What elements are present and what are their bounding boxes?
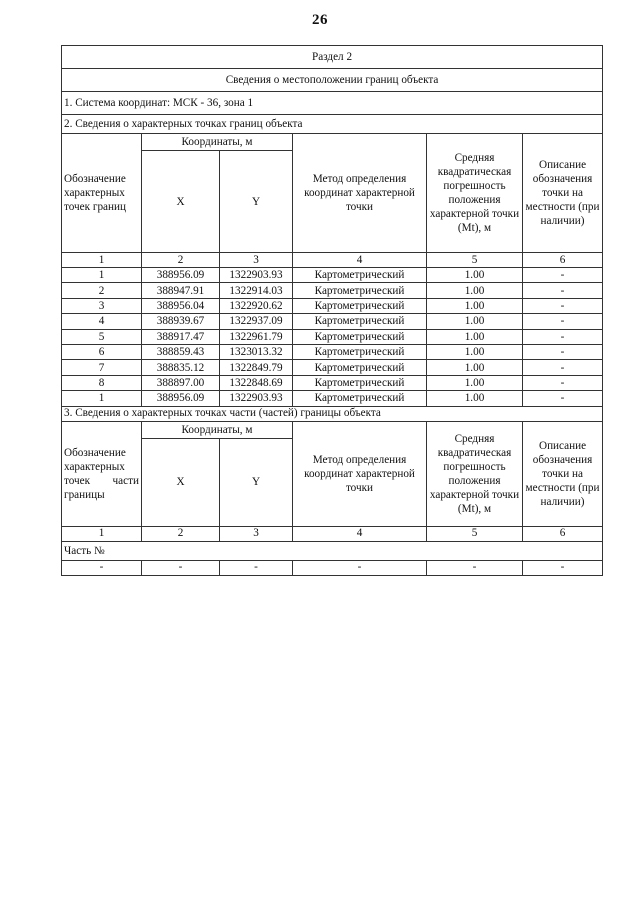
part-cell: - <box>142 560 220 575</box>
coordinates-header: Координаты, м <box>142 134 293 151</box>
coordinate-system: 1. Система координат: МСК - 36, зона 1 <box>62 92 603 115</box>
table-row <box>62 268 603 283</box>
point-y: 1322961.79 <box>220 329 293 344</box>
point-y: 1323013.32 <box>220 344 293 359</box>
point-description: - <box>523 268 603 283</box>
point-method: Картометрический <box>293 283 427 298</box>
point-y: 1322920.62 <box>220 298 293 313</box>
column-number: 2 <box>142 526 220 541</box>
table-row <box>62 360 603 375</box>
point-id: 7 <box>62 360 142 375</box>
part-accuracy-header: Средняя квадратическая погрешность положения характерной точки (Mt), м <box>427 421 523 526</box>
point-y: 1322903.93 <box>220 268 293 283</box>
point-accuracy: 1.00 <box>427 391 523 406</box>
parts-heading: 3. Сведения о характерных точках части (частей) границы объекта <box>62 406 603 421</box>
column-number: 2 <box>142 253 220 268</box>
point-y: 1322849.79 <box>220 360 293 375</box>
table-row <box>62 329 603 344</box>
table-row <box>62 314 603 329</box>
point-description: - <box>523 283 603 298</box>
point-x: 388917.47 <box>142 329 220 344</box>
x-header: X <box>142 151 220 253</box>
section-title: Раздел 2 <box>62 46 603 69</box>
description-header: Описание обозначения точки на местности (при наличии) <box>523 134 603 253</box>
point-x: 388956.09 <box>142 391 220 406</box>
table-row <box>62 344 603 359</box>
point-method: Картометрический <box>293 268 427 283</box>
point-method: Картометрический <box>293 391 427 406</box>
point-accuracy: 1.00 <box>427 375 523 390</box>
point-x: 388956.04 <box>142 298 220 313</box>
column-number: 6 <box>523 526 603 541</box>
point-description: - <box>523 344 603 359</box>
point-x: 388956.09 <box>142 268 220 283</box>
page-number: 26 <box>312 12 328 28</box>
point-x: 388947.91 <box>142 283 220 298</box>
point-id: 6 <box>62 344 142 359</box>
point-x: 388939.67 <box>142 314 220 329</box>
part-cell: - <box>293 560 427 575</box>
part-cell: - <box>427 560 523 575</box>
method-header: Метод определения координат характерной точки <box>293 134 427 253</box>
point-accuracy: 1.00 <box>427 344 523 359</box>
point-label-header: Обозначение характерных точек границ <box>62 134 142 253</box>
column-number: 3 <box>220 526 293 541</box>
point-method: Картометрический <box>293 329 427 344</box>
point-id: 8 <box>62 375 142 390</box>
point-accuracy: 1.00 <box>427 268 523 283</box>
part-description-header: Описание обозначения точки на местности (при наличии) <box>523 421 603 526</box>
table-row <box>62 391 603 406</box>
point-y: 1322848.69 <box>220 375 293 390</box>
part-cell: - <box>62 560 142 575</box>
point-method: Картометрический <box>293 360 427 375</box>
part-coordinates-header: Координаты, м <box>142 421 293 438</box>
table-row <box>62 298 603 313</box>
point-accuracy: 1.00 <box>427 329 523 344</box>
y-header: Y <box>220 151 293 253</box>
point-id: 1 <box>62 268 142 283</box>
point-accuracy: 1.00 <box>427 283 523 298</box>
part-point-label-header: Обозначение характерных точек части границы <box>62 421 142 526</box>
point-id: 4 <box>62 314 142 329</box>
part-cell: - <box>523 560 603 575</box>
point-accuracy: 1.00 <box>427 298 523 313</box>
point-description: - <box>523 360 603 375</box>
point-y: 1322937.09 <box>220 314 293 329</box>
boundary-document-table <box>61 45 603 576</box>
column-number: 1 <box>62 253 142 268</box>
part-column-numbers-row <box>62 526 603 541</box>
column-number: 1 <box>62 526 142 541</box>
part-method-header: Метод определения координат характерной точки <box>293 421 427 526</box>
point-id: 2 <box>62 283 142 298</box>
point-method: Картометрический <box>293 298 427 313</box>
point-accuracy: 1.00 <box>427 314 523 329</box>
part-y-header: Y <box>220 438 293 526</box>
point-y: 1322903.93 <box>220 391 293 406</box>
point-method: Картометрический <box>293 375 427 390</box>
point-x: 388835.12 <box>142 360 220 375</box>
column-number: 4 <box>293 253 427 268</box>
column-number: 3 <box>220 253 293 268</box>
point-id: 5 <box>62 329 142 344</box>
points-heading: 2. Сведения о характерных точках границ объекта <box>62 115 603 134</box>
part-label: Часть № <box>62 541 603 560</box>
part-x-header: X <box>142 438 220 526</box>
point-description: - <box>523 314 603 329</box>
point-description: - <box>523 298 603 313</box>
point-method: Картометрический <box>293 344 427 359</box>
point-accuracy: 1.00 <box>427 360 523 375</box>
table-row <box>62 375 603 390</box>
point-x: 388897.00 <box>142 375 220 390</box>
point-id: 3 <box>62 298 142 313</box>
section-subtitle: Сведения о местоположении границ объекта <box>62 69 603 92</box>
part-empty-row <box>62 560 603 575</box>
point-description: - <box>523 329 603 344</box>
table-row <box>62 283 603 298</box>
column-number: 5 <box>427 526 523 541</box>
point-description: - <box>523 375 603 390</box>
part-cell: - <box>220 560 293 575</box>
point-x: 388859.43 <box>142 344 220 359</box>
column-number: 4 <box>293 526 427 541</box>
point-method: Картометрический <box>293 314 427 329</box>
column-number: 5 <box>427 253 523 268</box>
accuracy-header: Средняя квадратическая погрешность положения характерной точки (Mt), м <box>427 134 523 253</box>
point-y: 1322914.03 <box>220 283 293 298</box>
point-description: - <box>523 391 603 406</box>
column-numbers-row <box>62 253 603 268</box>
point-id: 1 <box>62 391 142 406</box>
column-number: 6 <box>523 253 603 268</box>
